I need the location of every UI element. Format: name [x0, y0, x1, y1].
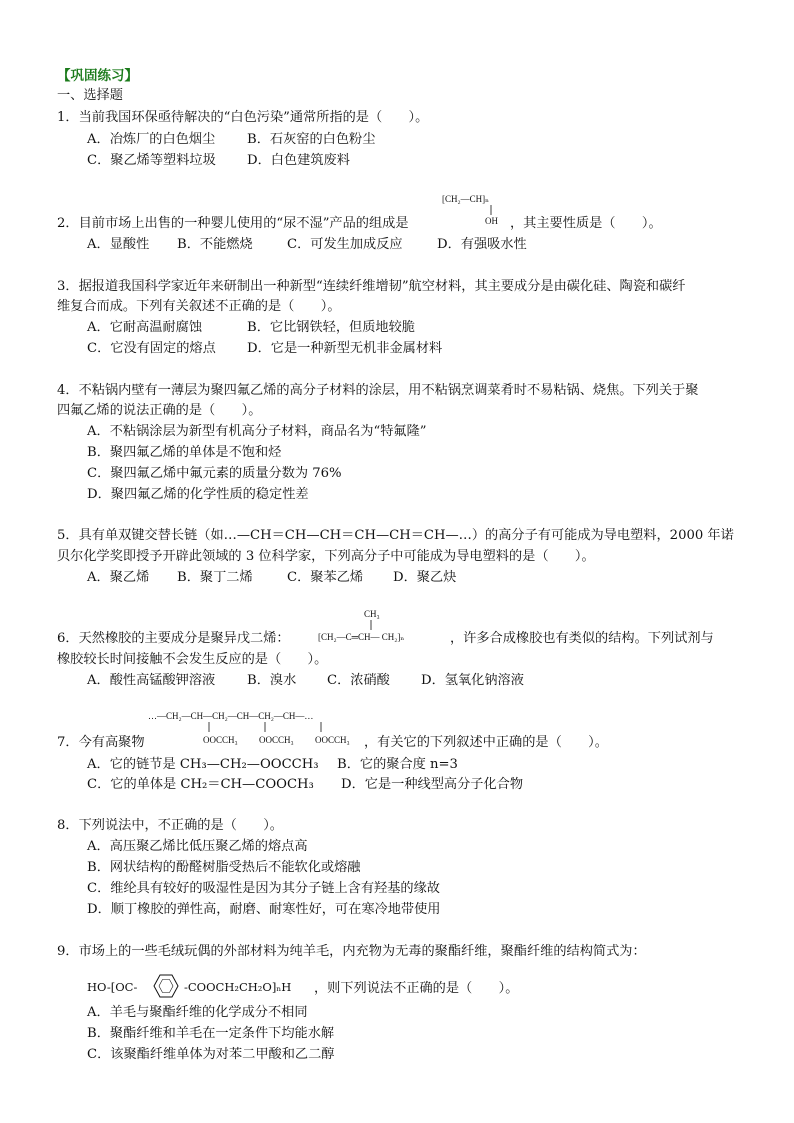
question-1-stem: 1．当前我国环保亟待解决的“白色污染”通常所指的是（ ）。: [57, 110, 429, 125]
question-9-formula-left: HO-[OC-: [87, 980, 138, 994]
question-7-option-c: C．它的单体是 CH₂＝CH—COOCH₃: [87, 777, 314, 792]
question-3-option-c: C．它没有固定的熔点: [87, 341, 216, 356]
question-6-formula-bond: [370, 620, 374, 630]
question-9-option-c: C．该聚酯纤维单体为对苯二甲酸和乙二醇: [87, 1047, 335, 1062]
question-1-option-c: C．聚乙烯等塑料垃圾: [87, 153, 216, 168]
question-8-option-d: D．顺丁橡胶的弹性高，耐磨、耐寒性好，可在寒冷地带使用: [87, 902, 441, 917]
question-6-formula-methyl: CH₃: [364, 609, 380, 619]
question-6-option-d: D．氢氧化钠溶液: [421, 673, 524, 688]
question-4-option-a: A．不粘锅涂层为新型有机高分子材料，商品名为“特氟隆”: [87, 424, 427, 439]
question-9-formula-right: -COOCH₂CH₂O]ₙH: [184, 980, 292, 994]
question-3-option-d: D．它是一种新型无机非金属材料: [247, 341, 443, 356]
question-5-stem-line-2: 贝尔化学奖即授予开辟此领域的 3 位科学家，下列高分子中可能成为导电塑料的是（ ）。: [57, 549, 595, 564]
question-3-option-b: B．它比钢铁轻，但质地较脆: [247, 320, 415, 335]
question-2-formula-chain: [CH₂—CH]ₙ: [442, 194, 490, 204]
question-8-stem: 8．下列说法中，不正确的是（ ）。: [57, 818, 283, 833]
question-7-formula-bond-1: [208, 722, 212, 732]
question-8-option-a: A．高压聚乙烯比低压聚乙烯的熔点高: [87, 839, 308, 854]
question-4-option-b: B．聚四氟乙烯的单体是不饱和烃: [87, 445, 282, 460]
question-8-option-c: C．维纶具有较好的吸湿性是因为其分子链上含有羟基的缘故: [87, 881, 440, 896]
question-6-formula-chain: [CH₂—C═CH— CH₂]ₙ: [318, 632, 405, 642]
question-4-stem-line-2: 四氟乙烯的说法正确的是（ ）。: [57, 403, 262, 418]
question-6-option-a: A．酸性高锰酸钾溶液: [87, 673, 216, 688]
question-6-option-c: C．浓硝酸: [327, 673, 390, 688]
question-1-option-d: D．白色建筑废料: [247, 153, 350, 168]
question-8-option-b: B．网状结构的酚醛树脂受热后不能软化或熔融: [87, 860, 361, 875]
question-9-option-a: A．羊毛与聚酯纤维的化学成分不相同: [87, 1005, 308, 1020]
question-7-formula-chain: …—CH₂—CH—CH₂—CH—CH₂—CH—…: [148, 711, 314, 721]
question-2-option-a: A．显酸性: [87, 237, 150, 252]
question-2-stem: 2．目前市场上出售的一种婴儿使用的“尿不湿”产品的组成是: [57, 216, 409, 231]
question-3-stem-line-2: 维复合而成。下列有关叙述不正确的是（ ）。: [57, 299, 341, 314]
question-6-stem-line-1-a: 6．天然橡胶的主要成分是聚异戊二烯：: [57, 631, 290, 646]
question-1-option-b: B．石灰窑的白色粉尘: [247, 132, 376, 147]
question-2-option-d: D．有强吸水性: [437, 237, 527, 252]
question-3-option-a: A．它耐高温耐腐蚀: [87, 320, 203, 335]
question-9-option-b: B．聚酯纤维和羊毛在一定条件下均能水解: [87, 1026, 335, 1041]
section-heading: 【巩固练习】: [57, 68, 138, 84]
question-7-option-a: A．它的链节是 CH₃—CH₂—OOCCH₃: [87, 757, 319, 772]
question-5-option-d: D．聚乙炔: [393, 570, 457, 585]
question-2-formula-group: OH: [485, 216, 498, 226]
question-7-stem-a: 7．今有高聚物: [57, 735, 145, 750]
question-7-formula-bond-2: [264, 722, 268, 732]
question-5-stem-line-1: 5．具有单双键交替长链（如…—CH＝CH—CH＝CH—CH＝CH—…）的高分子有可能成为导电塑料，2000 年诺: [57, 528, 734, 543]
question-7-formula-group-3: OOCCH₃: [315, 735, 350, 745]
question-2-option-c: C．可发生加成反应: [287, 237, 403, 252]
question-5-option-b: B．聚丁二烯: [177, 570, 253, 585]
question-7-formula-bond-3: [320, 722, 324, 732]
question-6-option-b: B．溴水: [247, 673, 297, 688]
question-2-formula-bond: [490, 205, 494, 215]
question-1-option-a: A．冶炼厂的白色烟尘: [87, 132, 216, 147]
question-7-option-b: B．它的聚合度 n=3: [337, 757, 458, 772]
question-5-option-c: C．聚苯乙烯: [287, 570, 364, 585]
question-6-stem-line-2: 橡胶较长时间接触不会发生反应的是（ ）。: [57, 652, 328, 667]
question-7-formula-group-1: OOCCH₃: [203, 735, 238, 745]
question-4-stem-line-1: 4．不粘锅内壁有一薄层为聚四氟乙烯的高分子材料的涂层，用不粘锅烹调菜肴时不易粘锅、烧焦。下列关于聚: [57, 383, 699, 398]
question-4-option-c: C．聚四氟乙烯中氟元素的质量分数为 76%: [87, 466, 342, 481]
question-3-stem-line-1: 3．据报道我国科学家近年来研制出一种新型“连续纤维增韧”航空材料，其主要成分是由碳化硅、陶瓷和碳纤: [57, 279, 686, 294]
question-9-stem: 9．市场上的一些毛绒玩偶的外部材料为纯羊毛，内充物为无毒的聚酯纤维，聚酯纤维的结构简式为：: [57, 944, 646, 959]
question-7-stem-b: ，有关它的下列叙述中正确的是（ ）。: [364, 735, 608, 750]
benzene-ring-icon: [148, 971, 184, 1001]
question-4-option-d: D．聚四氟乙烯的化学性质的稳定性差: [87, 487, 309, 502]
question-7-formula-group-2: OOCCH₃: [259, 735, 294, 745]
section-title: 一、选择题: [57, 88, 123, 103]
question-9-stem-tail: ，则下列说法不正确的是（ ）。: [314, 981, 519, 996]
question-2-stem-tail: ，其主要性质是（ ）。: [510, 216, 662, 231]
question-2-option-b: B．不能燃烧: [177, 237, 253, 252]
question-7-option-d: D．它是一种线型高分子化合物: [341, 777, 524, 792]
question-5-option-a: A．聚乙烯: [87, 570, 150, 585]
question-6-stem-line-1-b: ，许多合成橡胶也有类似的结构。下列试剂与: [450, 631, 714, 646]
